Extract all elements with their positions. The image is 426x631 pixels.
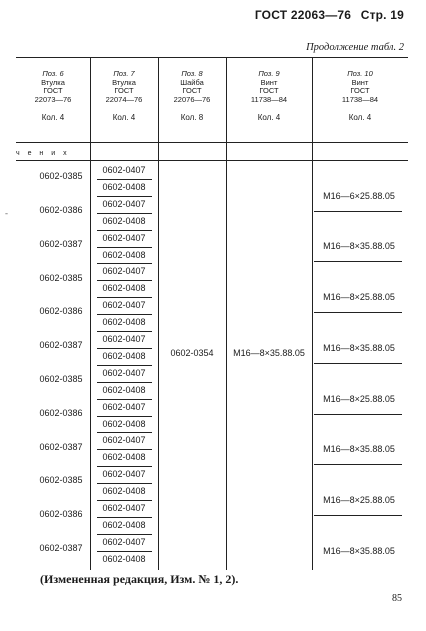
bushing-7-code: 0602-0407 (102, 300, 146, 311)
row-divider (97, 416, 152, 417)
bushing-7-code: 0602-0407 (102, 367, 146, 378)
bushing-6-code: 0602-0385 (39, 171, 83, 182)
screw-10-code: M16—8×25.88.05 (323, 494, 395, 505)
page-ref: Стр. 19 (360, 8, 404, 22)
bushing-6-code: 0602-0385 (39, 374, 83, 385)
bushing-7-code: 0602-0408 (102, 215, 146, 226)
group-divider (314, 414, 402, 415)
bushing-7-code: 0602-0407 (102, 198, 146, 209)
screw-10-code: M16—8×25.88.05 (323, 393, 395, 404)
screw-10-code: M16—6×25.88.05 (323, 190, 395, 201)
row-divider (97, 297, 152, 298)
group-divider (314, 515, 402, 516)
row-divider (97, 179, 152, 180)
table-top-border (16, 57, 408, 58)
bushing-6-code: 0602-0386 (39, 205, 83, 216)
bushing-7-code: 0602-0408 (102, 350, 146, 361)
row-divider (97, 466, 152, 467)
col-divider-3 (226, 57, 227, 570)
screw-9-code: M16—8×35.88.05 (233, 348, 305, 358)
row-divider (97, 196, 152, 197)
col-divider-1 (90, 57, 91, 570)
row-divider (97, 382, 152, 383)
page-header (255, 8, 404, 22)
column-header-9: Поз. 9 Винт ГОСТ 11738—84 Кол. 4 (250, 69, 288, 122)
column-header-7: Поз. 7 Втулка ГОСТ 22074—76 Кол. 4 (105, 69, 143, 122)
row-divider (97, 534, 152, 535)
bushing-7-code: 0602-0407 (102, 165, 146, 175)
row-divider (97, 500, 152, 501)
row-divider (97, 365, 152, 366)
gost-number: ГОСТ 22063—76 (254, 8, 352, 22)
bushing-7-code: 0602-0408 (102, 452, 146, 463)
row-divider (97, 247, 152, 248)
bushing-7-code: 0602-0408 (102, 317, 146, 328)
row-divider (97, 331, 152, 332)
margin-mark: ‐ (5, 208, 8, 218)
col-divider-2 (158, 57, 159, 570)
row-divider (97, 348, 152, 349)
row-divider (97, 314, 152, 315)
screw-10-code: M16—8×35.88.05 (323, 342, 395, 353)
group-divider (314, 211, 402, 212)
row-divider (97, 517, 152, 518)
washer-code: 0602-0354 (170, 348, 214, 358)
screw-10-code: M16—8×35.88.05 (323, 444, 395, 455)
page-number: 85 (392, 593, 402, 604)
bushing-7-code: 0602-0407 (102, 334, 146, 344)
section-border (16, 160, 408, 161)
table-continuation: Продолжение табл. 2 (306, 42, 404, 53)
bushing-6-code: 0602-0385 (39, 272, 83, 283)
bushing-7-code: 0602-0408 (102, 418, 146, 429)
bushing-7-code: 0602-0407 (102, 266, 146, 277)
group-divider (314, 464, 402, 465)
bushing-7-code: 0602-0408 (102, 384, 146, 395)
bushing-6-code: 0602-0386 (39, 306, 83, 317)
column-header-6: Поз. 6 Втулка ГОСТ 22073—76 Кол. 4 (34, 69, 72, 122)
bushing-7-code: 0602-0408 (102, 519, 146, 530)
row-divider (97, 399, 152, 400)
row-divider (97, 213, 152, 214)
row-divider (97, 263, 152, 264)
column-header-8: Поз. 8 Шайба ГОСТ 22076—76 Кол. 8 (173, 69, 211, 122)
column-header-10: Поз. 10 Винт ГОСТ 11738—84 Кол. 4 (341, 69, 379, 122)
bushing-6-code: 0602-0387 (39, 441, 83, 452)
group-divider (314, 363, 402, 364)
bushing-6-code: 0602-0386 (39, 407, 83, 418)
revision-note: (Измененная редакция, Изм. № 1, 2). (40, 572, 239, 586)
bushing-7-code: 0602-0408 (102, 181, 146, 192)
bushing-7-code: 0602-0408 (102, 249, 146, 260)
row-divider (97, 551, 152, 552)
row-divider (97, 483, 152, 484)
header-bottom-border (16, 142, 408, 143)
group-divider (314, 261, 402, 262)
bushing-7-code: 0602-0407 (102, 536, 146, 547)
screw-10-code: M16—8×35.88.05 (323, 241, 395, 252)
bushing-7-code: 0602-0408 (102, 283, 146, 294)
bushing-7-code: 0602-0408 (102, 486, 146, 497)
bushing-6-code: 0602-0387 (39, 238, 83, 249)
row-divider (97, 230, 152, 231)
screw-10-code: M16—8×25.88.05 (323, 292, 395, 303)
bushing-7-code: 0602-0407 (102, 469, 146, 480)
bushing-7-code: 0602-0407 (102, 435, 146, 446)
bushing-7-code: 0602-0408 (102, 553, 146, 564)
bushing-6-code: 0602-0385 (39, 475, 83, 486)
bushing-6-code: 0602-0387 (39, 340, 83, 351)
row-divider (97, 449, 152, 450)
section-label: ч е н и х (16, 150, 70, 157)
bushing-7-code: 0602-0407 (102, 401, 146, 412)
bushing-7-code: 0602-0407 (102, 503, 146, 513)
group-divider (314, 312, 402, 313)
row-divider (97, 280, 152, 281)
col-divider-4 (312, 57, 313, 570)
row-divider (97, 432, 152, 433)
bushing-6-code: 0602-0386 (39, 509, 83, 520)
bushing-7-code: 0602-0407 (102, 232, 146, 243)
bushing-6-code: 0602-0387 (39, 543, 83, 554)
screw-10-code: M16—8×35.88.05 (323, 545, 395, 556)
